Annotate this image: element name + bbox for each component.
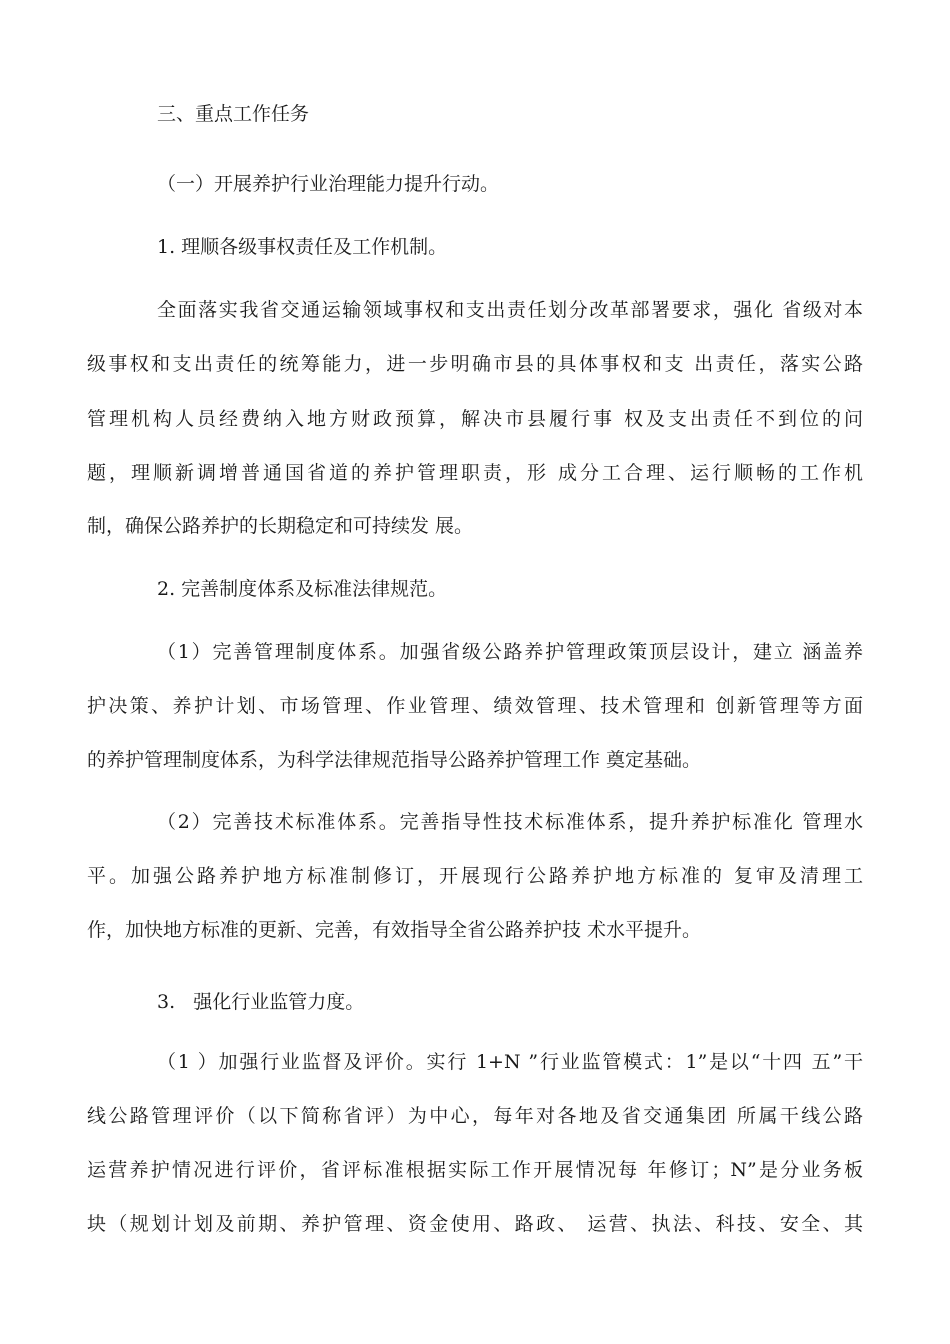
paragraph-line: 的养护管理制度体系，为科学法律规范指导公路养护管理工作 奠定基础。 xyxy=(87,749,702,771)
item-1-heading: 1. 理顺各级事权责任及工作机制。 xyxy=(157,236,448,258)
paragraph-line: 平。加强公路养护地方标准制修订，开展现行公路养护地方标准的 复审及清理工 xyxy=(87,865,863,887)
item-2-heading: 2. 完善制度体系及标准法律规范。 xyxy=(157,578,448,600)
paragraph-line: 全面落实我省交通运输领域事权和支出责任划分改革部署要求，强化 省级对本 xyxy=(157,299,863,321)
paragraph-line: 块（规划计划及前期、养护管理、资金使用、路政、 运营、执法、科技、安全、其 xyxy=(87,1213,863,1235)
paragraph-line: （1 ）加强行业监督及评价。实行 1+N ”行业监管模式：1”是以“十四 五”干 xyxy=(157,1051,863,1073)
paragraph-line: 管理机构人员经费纳入地方财政预算，解决市县履行事 权及支出责任不到位的问 xyxy=(87,408,863,430)
paragraph-line: （1）完善管理制度体系。加强省级公路养护管理政策顶层设计，建立 涵盖养 xyxy=(157,641,863,663)
paragraph-line: 题，理顺新调增普通国省道的养护管理职责，形 成分工合理、运行顺畅的工作机 xyxy=(87,462,863,484)
paragraph-line: 作，加快地方标准的更新、完善，有效指导全省公路养护技 术水平提升。 xyxy=(87,919,702,941)
paragraph-line: 级事权和支出责任的统筹能力，进一步明确市县的具体事权和支 出责任，落实公路 xyxy=(87,353,863,375)
subsection-heading-1: （一）开展养护行业治理能力提升行动。 xyxy=(157,173,500,195)
paragraph-line: （2）完善技术标准体系。完善指导性技术标准体系，提升养护标准化 管理水 xyxy=(157,811,863,833)
paragraph-line: 运营养护情况进行评价，省评标准根据实际工作开展情况每 年修订；N”是分业务板 xyxy=(87,1159,863,1181)
paragraph-line: 线公路管理评价（以下简称省评）为中心，每年对各地及省交通集团 所属干线公路 xyxy=(87,1105,863,1127)
paragraph-line: 护决策、养护计划、市场管理、作业管理、绩效管理、技术管理和 创新管理等方面 xyxy=(87,695,863,717)
section-title: 三、重点工作任务 xyxy=(157,103,310,125)
paragraph-line: 制，确保公路养护的长期稳定和可持续发 展。 xyxy=(87,515,474,537)
item-3-heading: 3. 强化行业监管力度。 xyxy=(157,991,365,1013)
